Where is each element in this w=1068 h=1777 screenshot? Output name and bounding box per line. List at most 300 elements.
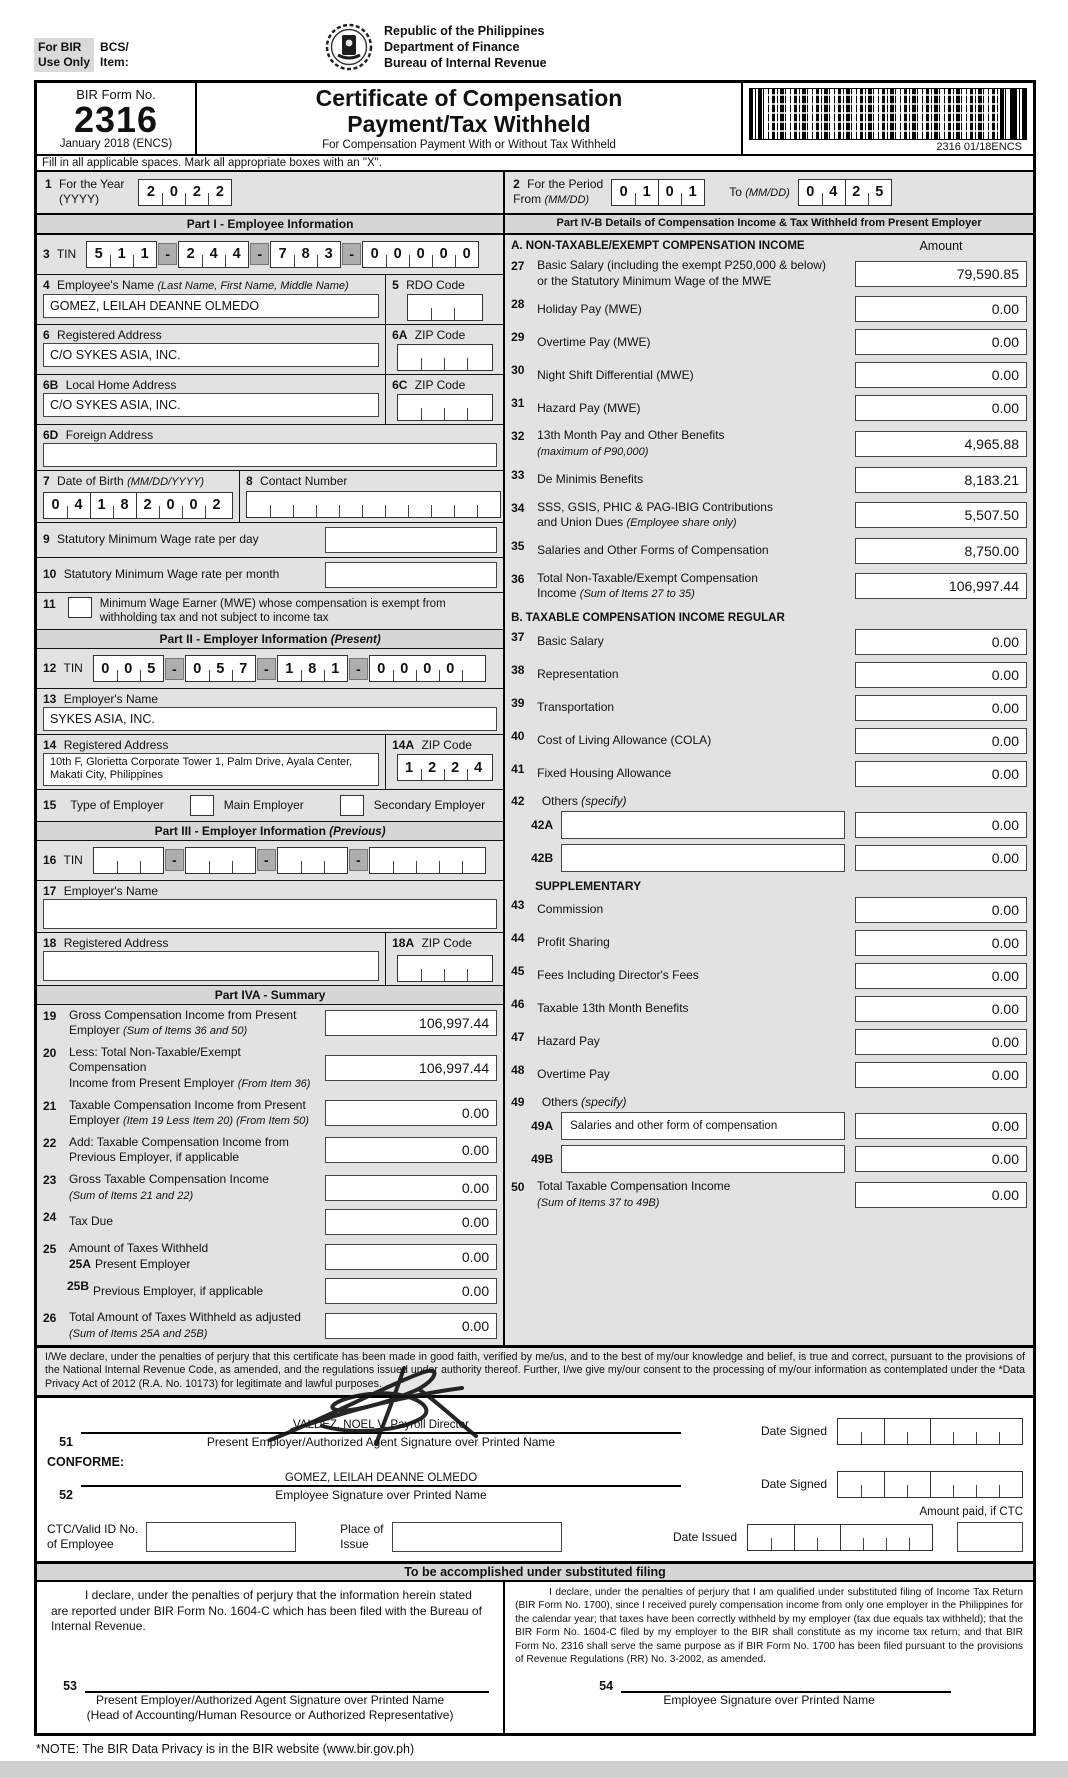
sig53-signature-line: [85, 1679, 489, 1693]
zip-6c-input[interactable]: [397, 394, 493, 421]
summary-item-label: Previous Employer, if applicable: [93, 1283, 264, 1298]
substituted-right-declaration: I declare, under the penalties of perjury that I am qualified under substituted filing of Income Tax Return (BIR Form No. 1700), since I received purely compensation income from only one employer in the Philippines for the calendar year; that taxes have been correctly withheld by my employer (tax due equals tax withheld); that the BIR Form No. 1604-C filed by my employer to the BIR shall constitute as my income tax return; and that BIR Form No. 2316 shall serve the same purpose as if BIR Form No. 1700 has been filed pursuant to the provisions of Revenue Regulations (RR) No. 3-2002, as amended.: [515, 1587, 1023, 1666]
item14a-label: ZIP Code: [421, 738, 472, 753]
item49-hint: (specify): [581, 1094, 627, 1109]
part1-header: Part I - Employee Information: [37, 215, 505, 233]
compensation-item-row: [505, 1059, 1033, 1092]
item42a-row: [505, 809, 1033, 842]
compensation-item-row: [505, 425, 1033, 463]
summary-item-no: 25: [43, 1242, 57, 1257]
period-from-input[interactable]: 0 1 0 1: [611, 179, 705, 206]
section-a-header: [505, 235, 1033, 255]
item42b-text-input[interactable]: [561, 844, 845, 872]
summary-item-no: 22: [43, 1135, 57, 1150]
amount-paid-input[interactable]: [957, 1522, 1023, 1552]
employer-previous-tin-input[interactable]: [93, 847, 486, 874]
item6a-label: ZIP Code: [414, 327, 466, 342]
summary-item-label: Gross Compensation Income from Present: [69, 1007, 297, 1022]
item7-label: Date of Birth: [57, 473, 124, 488]
amount-box[interactable]: 0.00: [855, 1062, 1027, 1088]
item-label: Hazard Pay (MWE): [537, 400, 641, 415]
summary-row: [37, 1307, 503, 1344]
summary-item-label2: Previous Employer, if applicable: [69, 1150, 240, 1165]
sig54-caption: Employee Signature over Printed Name: [663, 1692, 875, 1707]
employer-present-address-input[interactable]: 10th F, Glorietta Corporate Tower 1, Palm Drive, Ayala Center, Makati City, Philippines: [43, 753, 379, 785]
amount-box[interactable]: 0.00: [855, 897, 1027, 923]
item-label: Taxable 13th Month Benefits: [537, 1001, 689, 1016]
tin3-group1[interactable]: 5 1 1: [86, 241, 157, 268]
bir-seal-icon: [324, 22, 374, 72]
compensation-item-row: [505, 725, 1033, 758]
form-2316: [34, 80, 1036, 1736]
summary-row: [37, 1206, 503, 1238]
mwe-checkbox[interactable]: [68, 597, 92, 618]
amount-column-header: Amount: [919, 238, 963, 253]
item-label: Commission: [537, 902, 604, 917]
tin3-group3[interactable]: 7 8 3: [270, 241, 341, 268]
item50-hint: (Sum of Items 37 to 49B): [537, 1196, 660, 1209]
title-bar: [37, 83, 1033, 156]
summary-item-label2: Income from Present Employer: [69, 1076, 238, 1090]
item16-label: TIN: [63, 852, 83, 867]
ctc-row: [47, 1522, 1023, 1553]
item3-no: 3: [43, 246, 50, 261]
item13-label: Employer's Name: [63, 692, 159, 707]
ctc-id-input[interactable]: [146, 1522, 296, 1552]
item49-no: 49: [511, 1094, 525, 1109]
item-no: 37: [511, 630, 525, 644]
summary-row: [37, 1095, 503, 1132]
fill-instruction: Fill in all applicable spaces. Mark all appropriate boxes with an "X".: [37, 156, 1033, 172]
bcs-line1: BCS/: [100, 40, 129, 54]
section-a-title: A. NON-TAXABLE/EXEMPT COMPENSATION INCOME: [511, 239, 805, 252]
bir-line: Bureau of Internal Revenue: [384, 56, 547, 71]
item-no: 28: [511, 297, 525, 312]
substituted-left-box: [37, 1582, 505, 1733]
item2-no: 2: [513, 177, 520, 191]
barcode-image: [749, 88, 1027, 140]
item49a-amount-box[interactable]: 0.00: [855, 1113, 1027, 1139]
item42-hint: (specify): [581, 793, 627, 808]
summary-item-no: 20: [43, 1045, 57, 1060]
for-bir-line1: For BIR: [38, 40, 82, 54]
summary-amount-box[interactable]: 106,997.44: [325, 1010, 497, 1036]
item42b-no: 42B: [531, 851, 554, 865]
amount-box[interactable]: 4,965.88: [855, 431, 1027, 457]
place-of-issue-label-line1: Place of: [340, 1521, 384, 1536]
item17-label: Employer's Name: [63, 883, 159, 898]
compensation-item-row: [505, 894, 1033, 927]
amount-box[interactable]: 0.00: [855, 963, 1027, 989]
wage-per-day-input[interactable]: [325, 527, 497, 553]
sig51-date-label: Date Signed: [760, 1424, 827, 1439]
item14-row: [37, 735, 503, 789]
dof-line: Department of Finance: [384, 39, 520, 54]
item-label2: Income: [537, 586, 580, 601]
item3-tin-row: [37, 235, 503, 275]
zip-14a-input[interactable]: 1 2 2 4: [397, 754, 493, 781]
compensation-item-row: [505, 567, 1033, 605]
item6-label: Registered Address: [57, 327, 162, 342]
item-label: Cost of Living Allowance (COLA): [537, 733, 712, 748]
place-of-issue-input[interactable]: [392, 1522, 562, 1552]
tin12-group1[interactable]: 0 0 5: [93, 655, 164, 682]
substituted-left-declaration: I declare, under the penalties of perjury that the information herein stated are reported under BIR Form No. 1604-C which has been filed with the Bureau of Internal Revenue.: [51, 1588, 482, 1634]
part2-header: Part II - Employer Information (Present): [37, 630, 503, 649]
date-issued-input[interactable]: [747, 1524, 933, 1551]
summary-item-label2: Present Employer: [95, 1256, 191, 1271]
item42-label: Others: [541, 793, 582, 808]
sig51-printed-name: VALDEZ, NOEL V. Payroll Director: [81, 1419, 681, 1434]
item11-label-line1: Minimum Wage Earner (MWE) whose compensation is exempt from: [99, 597, 446, 610]
item-label: Overtime Pay (MWE): [537, 334, 651, 349]
compensation-item-row: [505, 293, 1033, 326]
amount-box[interactable]: 0.00: [855, 930, 1027, 956]
year-period-row: [37, 172, 1033, 215]
contact-number-input[interactable]: [246, 491, 501, 518]
item12-label: TIN: [63, 661, 83, 676]
left-column: [37, 235, 505, 1345]
item6d-label: Foreign Address: [65, 427, 154, 442]
tin16-group3[interactable]: [277, 847, 348, 874]
tin-dash: -: [349, 849, 368, 871]
summary-item-label: Add: Taxable Compensation Income from: [69, 1134, 289, 1149]
item50-label: Total Taxable Compensation Income: [537, 1179, 731, 1193]
summary-item-hint: (Sum of Items 36 and 50): [123, 1025, 248, 1038]
rdo-code-input[interactable]: [407, 294, 483, 321]
item2-period: [505, 172, 1033, 213]
item-no: 45: [511, 964, 525, 978]
item1-no: 1: [45, 177, 52, 192]
tin-dash: -: [349, 658, 368, 680]
sig51-no: 51: [59, 1434, 73, 1449]
item42b-amount-box[interactable]: 0.00: [855, 845, 1027, 871]
item18a-no: 18A: [392, 935, 415, 950]
summary-amount-box[interactable]: 0.00: [325, 1313, 497, 1339]
item49a-text-input[interactable]: Salaries and other form of compensation: [561, 1112, 845, 1140]
sig52-caption: Employee Signature over Printed Name: [275, 1487, 487, 1502]
item2-label: For the Period: [527, 177, 604, 191]
item6d-row: [37, 425, 503, 471]
item7-no: 7: [43, 473, 50, 488]
summary-item-label: Amount of Taxes Withheld: [69, 1241, 209, 1256]
item-no: 43: [511, 898, 525, 912]
item-hint: (maximum of P90,000): [537, 446, 649, 459]
summary-item-no: 23: [43, 1172, 57, 1187]
item18a-label: ZIP Code: [421, 935, 472, 950]
summary-subitem-no: 25A: [69, 1256, 92, 1271]
sig52-row: [47, 1471, 1023, 1502]
supplementary-header: SUPPLEMENTARY: [535, 878, 642, 893]
item-no: 44: [511, 931, 525, 945]
summary-item-label2: Employer: [69, 1023, 124, 1038]
amount-box[interactable]: 0.00: [855, 629, 1027, 655]
compensation-item-row: [505, 496, 1033, 534]
form-title-line1: Certificate of Compensation: [315, 85, 623, 111]
item12-tin-row: [37, 649, 503, 689]
item6c-no: 6C: [392, 377, 408, 392]
item49-label-row: [505, 1092, 1033, 1110]
employee-tin-input[interactable]: [86, 241, 479, 268]
section-b-title: B. TAXABLE COMPENSATION INCOME REGULAR: [511, 611, 785, 624]
summary-item-label: Total Amount of Taxes Withheld as adjusted: [69, 1310, 301, 1325]
item-label2: or the Statutory Minimum Wage of the MWE: [537, 273, 772, 288]
tin12-group2[interactable]: 0 5 7: [185, 655, 256, 682]
registered-address-input[interactable]: C/O SYKES ASIA, INC.: [43, 343, 379, 367]
item-label: SSS, GSIS, PHIC & PAG-IBIG Contributions: [537, 499, 773, 514]
item11-no: 11: [43, 596, 56, 611]
summary-row: [37, 1275, 503, 1307]
item-no: 34: [511, 500, 525, 515]
item-no: 27: [511, 259, 525, 274]
date-of-birth-input[interactable]: 0 4 1 8 2 0 0 2: [43, 492, 233, 519]
item-no: 36: [511, 571, 525, 586]
secondary-employer-label: Secondary Employer: [373, 798, 486, 813]
summary-amount-box[interactable]: 0.00: [325, 1100, 497, 1126]
wage-per-month-input[interactable]: [325, 562, 497, 588]
employer-present-tin-input[interactable]: [93, 655, 486, 682]
item42-no: 42: [511, 793, 525, 808]
amount-box[interactable]: 79,590.85: [855, 261, 1027, 287]
item16-tin-row: [37, 841, 503, 881]
part-headers-row: [37, 215, 1033, 235]
item18-row: [37, 933, 503, 986]
item-label: De Minimis Benefits: [537, 471, 644, 486]
amount-box[interactable]: 0.00: [855, 362, 1027, 388]
right-column: [505, 235, 1033, 1345]
item6a-no: 6A: [392, 327, 408, 342]
item9-no: 9: [43, 532, 50, 546]
item5-no: 5: [392, 277, 399, 292]
summary-amount-box[interactable]: 106,997.44: [325, 1055, 497, 1081]
item-no: 48: [511, 1063, 525, 1077]
item14-no: 14: [43, 738, 57, 753]
barcode-block: [741, 83, 1033, 154]
item4-no: 4: [43, 277, 50, 292]
summary-item-hint: (Item 19 Less Item 20) (From Item 50): [123, 1115, 309, 1128]
summary-item-no: 26: [43, 1311, 57, 1326]
date-issued-label: Date Issued: [672, 1530, 737, 1545]
summary-amount-box[interactable]: 0.00: [325, 1137, 497, 1163]
item-no: 40: [511, 729, 525, 743]
amount-box[interactable]: 8,183.21: [855, 467, 1027, 493]
sig53-caption1: Present Employer/Authorized Agent Signature over Printed Name: [95, 1692, 445, 1707]
item6b-no: 6B: [43, 377, 59, 392]
perjury-declaration: I/We declare, under the penalties of perjury that this certificate has been made in good faith, verified by me/us, and to the best of my/our knowledge and belief, is true and correct, pursuant to the provisions of the National Internal Revenue Code, as amended, and the regulations issued under authority thereof. Further, I/we give my/our consent to the processing of my/our information as contemplated under the *Data Privacy Act of 2012 (R.A. No. 10173) for legitimate and lawful purposes.: [37, 1348, 1033, 1398]
item10-row: [37, 558, 503, 593]
item49b-amount-box[interactable]: 0.00: [855, 1146, 1027, 1172]
item42a-text-input[interactable]: [561, 811, 845, 839]
substituted-filing-header: To be accomplished under substituted filing: [37, 1564, 1033, 1582]
summary-row: [37, 1169, 503, 1206]
item17-row: [37, 881, 503, 933]
compensation-item-row: [505, 1026, 1033, 1059]
year-input[interactable]: 2 0 2 2: [138, 179, 232, 206]
item49b-row: [505, 1143, 1033, 1176]
data-privacy-note: *NOTE: The BIR Data Privacy is in the BIR website (www.bir.gov.ph): [36, 1741, 415, 1756]
item-hint: (Employee share only): [626, 517, 737, 530]
summary-amount-box[interactable]: 0.00: [325, 1209, 497, 1235]
zip-6a-input[interactable]: [397, 344, 493, 371]
compensation-item-row: [505, 960, 1033, 993]
summary-row: [37, 1042, 503, 1095]
item42a-amount-box[interactable]: 0.00: [855, 812, 1027, 838]
item-hint: (Sum of Items 27 to 35): [579, 588, 695, 601]
item9-label: Statutory Minimum Wage rate per day: [57, 532, 259, 546]
summary-item-label: Gross Taxable Compensation Income: [69, 1171, 269, 1186]
signature-section: [37, 1398, 1033, 1564]
summary-item-label: Taxable Compensation Income from Present: [69, 1097, 306, 1112]
amount-box[interactable]: 0.00: [855, 662, 1027, 688]
item12-no: 12: [43, 661, 57, 676]
sig53-no: 53: [63, 1678, 77, 1693]
amount-box[interactable]: 0.00: [855, 329, 1027, 355]
main-employer-checkbox[interactable]: [190, 795, 214, 816]
sig51-caption: Present Employer/Authorized Agent Signature over Printed Name: [206, 1434, 556, 1449]
item42b-row: [505, 842, 1033, 875]
amount-box[interactable]: 0.00: [855, 1029, 1027, 1055]
amount-box[interactable]: 0.00: [855, 996, 1027, 1022]
employee-name-input[interactable]: GOMEZ, LEILAH DEANNE OLMEDO: [43, 294, 379, 318]
bcs-item-label: [94, 38, 135, 72]
tin-dash: -: [165, 658, 184, 680]
item49a-row: [505, 1110, 1033, 1143]
part4a-header: Part IVA - Summary: [37, 986, 503, 1005]
foreign-address-input[interactable]: [43, 443, 497, 467]
item-no: 31: [511, 396, 525, 411]
summary-amount-box[interactable]: 0.00: [325, 1244, 497, 1270]
summary-row: [37, 1005, 503, 1042]
item-no: 33: [511, 467, 525, 482]
item6-no: 6: [43, 327, 50, 342]
amount-box[interactable]: 106,997.44: [855, 573, 1027, 599]
period-to-input[interactable]: 0 4 2 5: [798, 179, 892, 206]
main-employer-label: Main Employer: [223, 798, 304, 813]
agency-header: [324, 22, 547, 72]
tin3-group4[interactable]: 0 0 0 0 0: [362, 241, 479, 268]
substituted-right-box: [505, 1582, 1033, 1733]
form-subtitle: For Compensation Payment With or Without Tax Withheld: [322, 138, 616, 151]
item-label: Overtime Pay: [537, 1067, 610, 1082]
amount-box[interactable]: 0.00: [855, 761, 1027, 787]
compensation-item-row: [505, 758, 1033, 791]
item10-no: 10: [43, 567, 57, 581]
item15-row: [37, 790, 503, 822]
item10-label: Statutory Minimum Wage rate per month: [63, 567, 280, 581]
sig52-date-label: Date Signed: [760, 1477, 827, 1492]
employer-previous-address-input[interactable]: [43, 951, 379, 981]
amount-box[interactable]: 0.00: [855, 728, 1027, 754]
item-label: Holiday Pay (MWE): [537, 301, 642, 316]
amount-box[interactable]: 0.00: [855, 395, 1027, 421]
amount-box[interactable]: 5,507.50: [855, 502, 1027, 528]
amount-box[interactable]: 0.00: [855, 296, 1027, 322]
period-to-label: To: [729, 184, 742, 199]
amount-box[interactable]: 8,750.00: [855, 538, 1027, 564]
compensation-item-row: [505, 692, 1033, 725]
item1-year: [37, 172, 505, 213]
item6b-6c-row: [37, 375, 503, 425]
item13-row: [37, 689, 503, 735]
tin12-group4[interactable]: 0 0 0 0: [369, 655, 486, 682]
item11-row: [37, 593, 503, 631]
amount-box[interactable]: 0.00: [855, 695, 1027, 721]
item-no: 47: [511, 1030, 525, 1044]
summary-item-no: 21: [43, 1098, 57, 1113]
local-home-address-input[interactable]: C/O SYKES ASIA, INC.: [43, 393, 379, 417]
summary-amount-box[interactable]: 0.00: [325, 1175, 497, 1201]
compensation-item-row: [505, 626, 1033, 659]
nontaxable-items-list: [505, 255, 1033, 606]
tin16-group1[interactable]: [93, 847, 164, 874]
item-label: Night Shift Differential (MWE): [537, 367, 694, 382]
secondary-employer-checkbox[interactable]: [340, 795, 364, 816]
zip-18a-input[interactable]: [397, 955, 493, 982]
tin-dash: -: [257, 658, 276, 680]
substituted-filing-columns: [37, 1582, 1033, 1733]
tin3-group2[interactable]: 2 4 4: [178, 241, 249, 268]
item50-row: [505, 1176, 1033, 1214]
item-label: 13th Month Pay and Other Benefits: [537, 428, 725, 443]
item8-no: 8: [246, 473, 253, 488]
for-bir-use-only-label: [34, 38, 94, 72]
tin-dash: -: [165, 849, 184, 871]
item11-label-line2: withholding tax and not subject to income tax: [99, 611, 329, 624]
barcode-caption: 2316 01/18ENCS: [933, 141, 1025, 153]
employer-previous-name-input[interactable]: [43, 899, 497, 929]
item16-no: 16: [43, 852, 57, 867]
sig54-row: [515, 1679, 1023, 1693]
taxable-regular-list: [505, 626, 1033, 791]
item50-amount-box[interactable]: 0.00: [855, 1182, 1027, 1208]
item-label: Fees Including Director's Fees: [537, 968, 699, 983]
form-no-value: 2316: [73, 99, 159, 140]
item-no: 30: [511, 363, 525, 378]
summary-amount-box[interactable]: 0.00: [325, 1278, 497, 1304]
summary-item-hint: (From Item 36): [237, 1078, 311, 1090]
ctc-id-label-line1: CTC/Valid ID No.: [47, 1521, 139, 1536]
for-bir-line2: Use Only: [38, 55, 91, 69]
item1-label: For the Year: [59, 177, 125, 192]
employer-present-name-input[interactable]: SYKES ASIA, INC.: [43, 707, 497, 731]
form-no-label: BIR Form No.: [76, 87, 156, 102]
item-no: 32: [511, 429, 525, 444]
item49b-text-input[interactable]: [561, 1145, 845, 1173]
period-from-format: (MM/DD): [544, 194, 590, 206]
form-title-block: [197, 83, 741, 154]
item4-hint: (Last Name, First Name, Middle Name): [157, 279, 349, 292]
tin16-group4[interactable]: [369, 847, 486, 874]
item7-8-row: [37, 471, 503, 523]
tin12-group3[interactable]: 1 8 1: [277, 655, 348, 682]
sig53-caption2: (Head of Accounting/Human Resource or Authorized Representative): [86, 1707, 454, 1722]
item6d-no: 6D: [43, 427, 59, 442]
republic-line: Republic of the Philippines: [384, 23, 545, 38]
sig53-row: [51, 1679, 489, 1693]
item14a-no: 14A: [392, 738, 415, 753]
summary-item-hint: (Sum of Items 21 and 22): [69, 1189, 194, 1202]
summary-row: [37, 1132, 503, 1169]
compensation-item-row: [505, 359, 1033, 392]
item-no: 41: [511, 762, 525, 776]
amount-paid-caption: Amount paid, if CTC: [919, 1505, 1023, 1518]
item6-6a-row: [37, 325, 503, 375]
tin16-group2[interactable]: [185, 847, 256, 874]
item-no: 39: [511, 696, 525, 710]
sig54-signature-line: [621, 1679, 951, 1693]
sig52-date-input[interactable]: [837, 1471, 1023, 1498]
sig51-date-input[interactable]: [837, 1418, 1023, 1445]
